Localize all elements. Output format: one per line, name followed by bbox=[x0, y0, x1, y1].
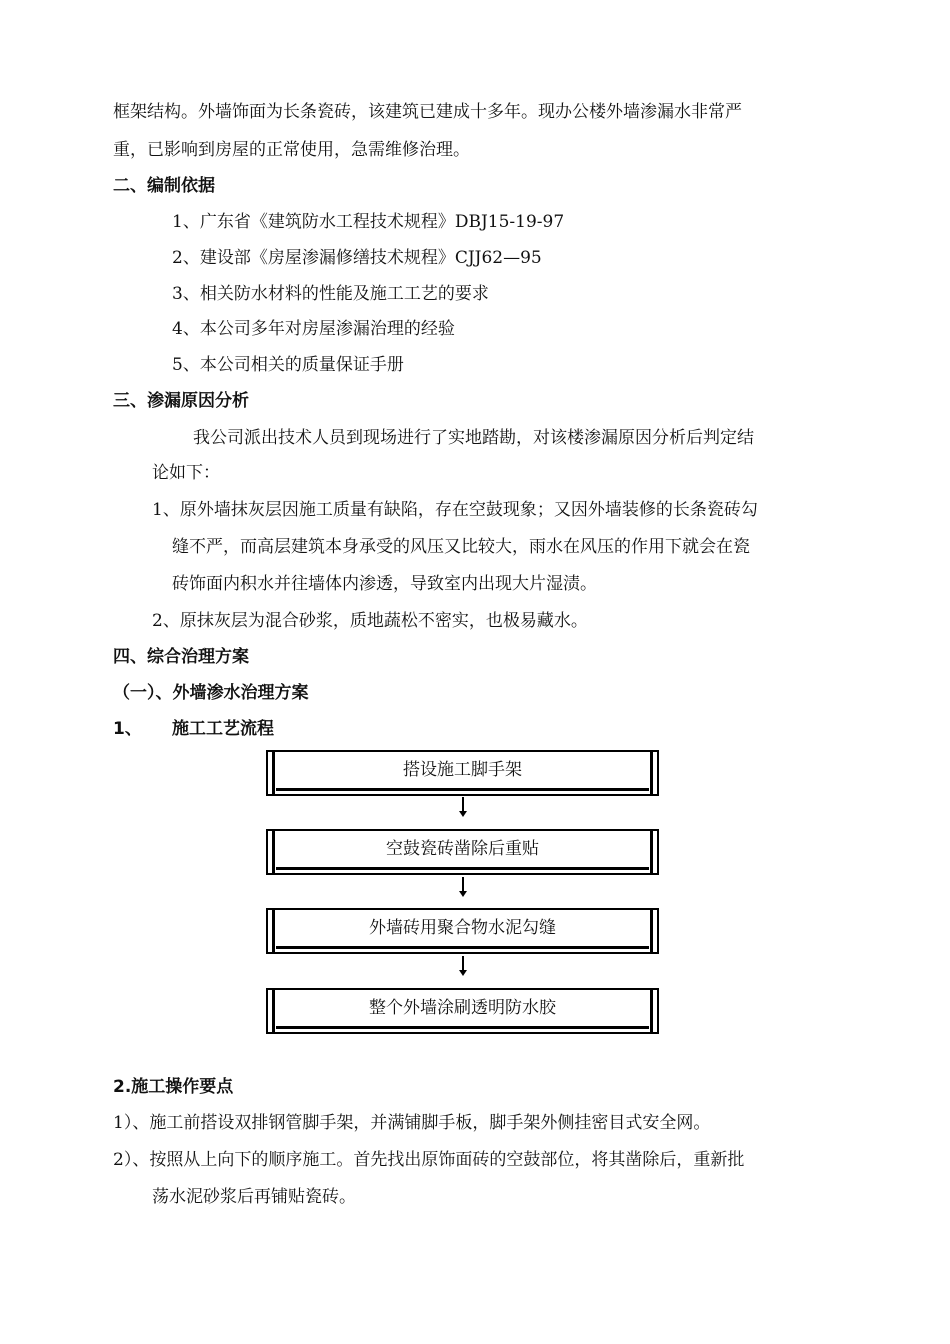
point-2-line-2: 荡水泥砂浆后再铺贴瓷砖。 bbox=[152, 1187, 356, 1207]
reason-1-line-1: 1、原外墙抹灰层因施工质量有缺陷，存在空鼓现象；又因外墙装修的长条瓷砖勾 bbox=[152, 500, 758, 520]
basis-item-1: 1、广东省《建筑防水工程技术规程》DBJ15-19-97 bbox=[172, 212, 565, 232]
reason-1-line-2: 缝不严，而高层建筑本身承受的风压又比较大，雨水在风压的作用下就会在瓷 bbox=[172, 537, 750, 557]
flow-step-4 bbox=[266, 988, 659, 1034]
flow-step-3 bbox=[266, 908, 659, 954]
intro-line-2: 重，已影响到房屋的正常使用，急需维修治理。 bbox=[113, 140, 470, 160]
flow-arrow-2 bbox=[462, 877, 464, 895]
point-1: 1）、施工前搭设双排钢管脚手架，并满铺脚手板，脚手架外侧挂密目式安全网。 bbox=[113, 1113, 711, 1133]
section-3-heading: 三、渗漏原因分析 bbox=[113, 391, 249, 411]
point-2-line-1: 2）、按照从上向下的顺序施工。首先找出原饰面砖的空鼓部位，将其凿除后，重新批 bbox=[113, 1150, 745, 1170]
basis-item-3: 3、相关防水材料的性能及施工工艺的要求 bbox=[172, 284, 489, 304]
intro-line-1: 框架结构。外墙饰面为长条瓷砖，该建筑已建成十多年。现办公楼外墙渗漏水非常严 bbox=[113, 102, 742, 122]
basis-item-5: 5、本公司相关的质量保证手册 bbox=[172, 355, 404, 375]
section-2-heading: 二、编制依据 bbox=[113, 176, 215, 196]
step-number: 1、 bbox=[113, 719, 142, 739]
flow-step-4-label: 整个外墙涂刷透明防水胶 bbox=[369, 998, 556, 1018]
basis-item-4: 4、本公司多年对房屋渗漏治理的经验 bbox=[172, 319, 455, 339]
reason-1-line-3: 砖饰面内积水并往墙体内渗透，导致室内出现大片湿渍。 bbox=[172, 574, 597, 594]
flow-step-2-label: 空鼓瓷砖凿除后重贴 bbox=[386, 839, 539, 859]
basis-item-2: 2、建设部《房屋渗漏修缮技术规程》CJJ62—95 bbox=[172, 248, 542, 268]
step-title: 施工工艺流程 bbox=[172, 719, 274, 739]
analysis-para-line-1: 我公司派出技术人员到现场进行了实地踏勘，对该楼渗漏原因分析后判定结 bbox=[193, 428, 754, 448]
flow-arrow-3 bbox=[462, 956, 464, 974]
flow-arrow-1 bbox=[462, 797, 464, 815]
flow-step-1 bbox=[266, 750, 659, 796]
section-4-heading: 四、综合治理方案 bbox=[113, 647, 249, 667]
flow-step-1-label: 搭设施工脚手架 bbox=[403, 760, 522, 780]
analysis-para-line-2: 论如下： bbox=[152, 463, 220, 483]
flow-step-2 bbox=[266, 829, 659, 875]
points-heading: 2.施工操作要点 bbox=[113, 1077, 234, 1097]
subsection-1-heading: （一）、外墙渗水治理方案 bbox=[113, 683, 309, 703]
reason-2: 2、原抹灰层为混合砂浆，质地蔬松不密实，也极易藏水。 bbox=[152, 611, 588, 631]
flow-step-3-label: 外墙砖用聚合物水泥勾缝 bbox=[369, 918, 556, 938]
